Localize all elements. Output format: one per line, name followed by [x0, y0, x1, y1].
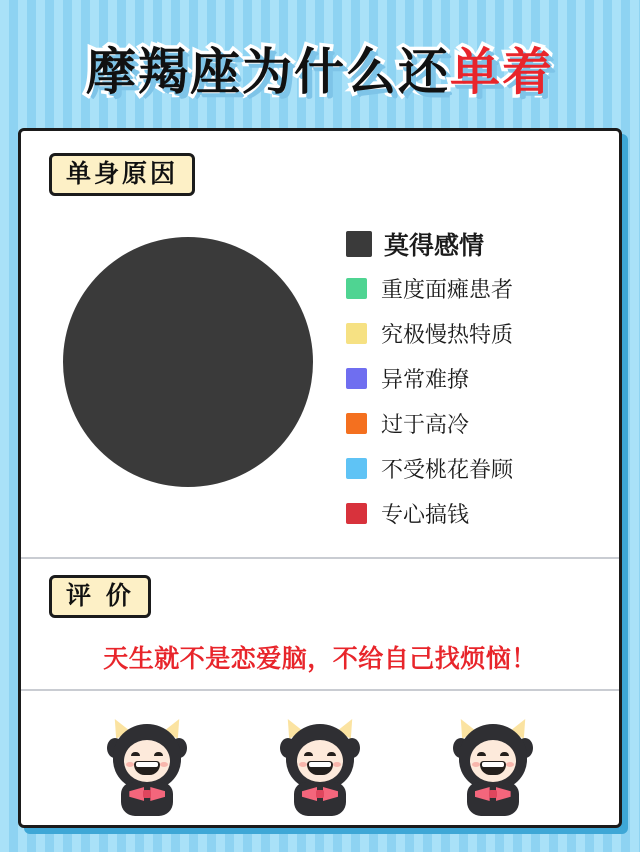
divider: [21, 689, 619, 691]
legend-item-label: 究极慢热特质: [381, 323, 514, 348]
legend-swatch-icon: [346, 368, 367, 389]
title-main: 摩羯座为什么还: [86, 43, 450, 101]
page-title: [0, 30, 640, 114]
eye-icon: [131, 752, 140, 756]
comment-text: 天生就不是恋爱脑，不给自己找烦恼！: [103, 644, 537, 673]
legend-swatch-icon: [346, 503, 367, 524]
legend-swatch-icon: [346, 278, 367, 299]
eye-icon: [304, 752, 313, 756]
bowtie-knot-icon: [316, 790, 324, 798]
legend-swatch-icon: [346, 231, 372, 257]
legend-item-label: 莫得感情: [384, 230, 485, 260]
legend-item: [346, 311, 611, 356]
teeth-icon: [482, 762, 504, 767]
capricorn-mascot: [451, 716, 535, 820]
bowtie-knot-icon: [489, 790, 497, 798]
mascot-row: [21, 709, 619, 827]
legend-item: [346, 356, 611, 401]
legend-item: [346, 221, 611, 266]
legend-item-label: 不受桃花眷顾: [381, 458, 514, 483]
content-card: [18, 128, 622, 828]
legend-item-label: 专心搞钱: [381, 503, 470, 528]
face-icon: [124, 740, 170, 782]
teeth-icon: [136, 762, 158, 767]
legend-item-label: 过于高冷: [381, 413, 470, 438]
blush-icon: [126, 762, 134, 767]
eye-icon: [500, 752, 509, 756]
legend-item-label: 异常难撩: [381, 368, 470, 393]
section-label-comment: 评 价: [49, 575, 151, 618]
teeth-icon: [309, 762, 331, 767]
legend-item: [346, 491, 611, 536]
legend-item: [346, 401, 611, 446]
section-label-reason: 单身原因: [49, 153, 195, 196]
divider: [21, 557, 619, 559]
legend-swatch-icon: [346, 413, 367, 434]
bowtie-icon: [302, 786, 338, 802]
face-icon: [297, 740, 343, 782]
blush-icon: [299, 762, 307, 767]
bowtie-knot-icon: [143, 790, 151, 798]
legend-item: [346, 266, 611, 311]
legend-item-label: 重度面瘫患者: [381, 278, 514, 303]
legend-swatch-icon: [346, 458, 367, 479]
legend-swatch-icon: [346, 323, 367, 344]
blush-icon: [472, 762, 480, 767]
capricorn-mascot: [278, 716, 362, 820]
blush-icon: [160, 762, 168, 767]
bowtie-icon: [129, 786, 165, 802]
blush-icon: [333, 762, 341, 767]
eye-icon: [154, 752, 163, 756]
blush-icon: [506, 762, 514, 767]
title-accent: 单着: [450, 43, 554, 101]
face-icon: [470, 740, 516, 782]
chart-legend: [346, 221, 611, 536]
legend-item: [346, 446, 611, 491]
eye-icon: [477, 752, 486, 756]
eye-icon: [327, 752, 336, 756]
bowtie-icon: [475, 786, 511, 802]
capricorn-mascot: [105, 716, 189, 820]
pie-circle: [63, 237, 313, 487]
